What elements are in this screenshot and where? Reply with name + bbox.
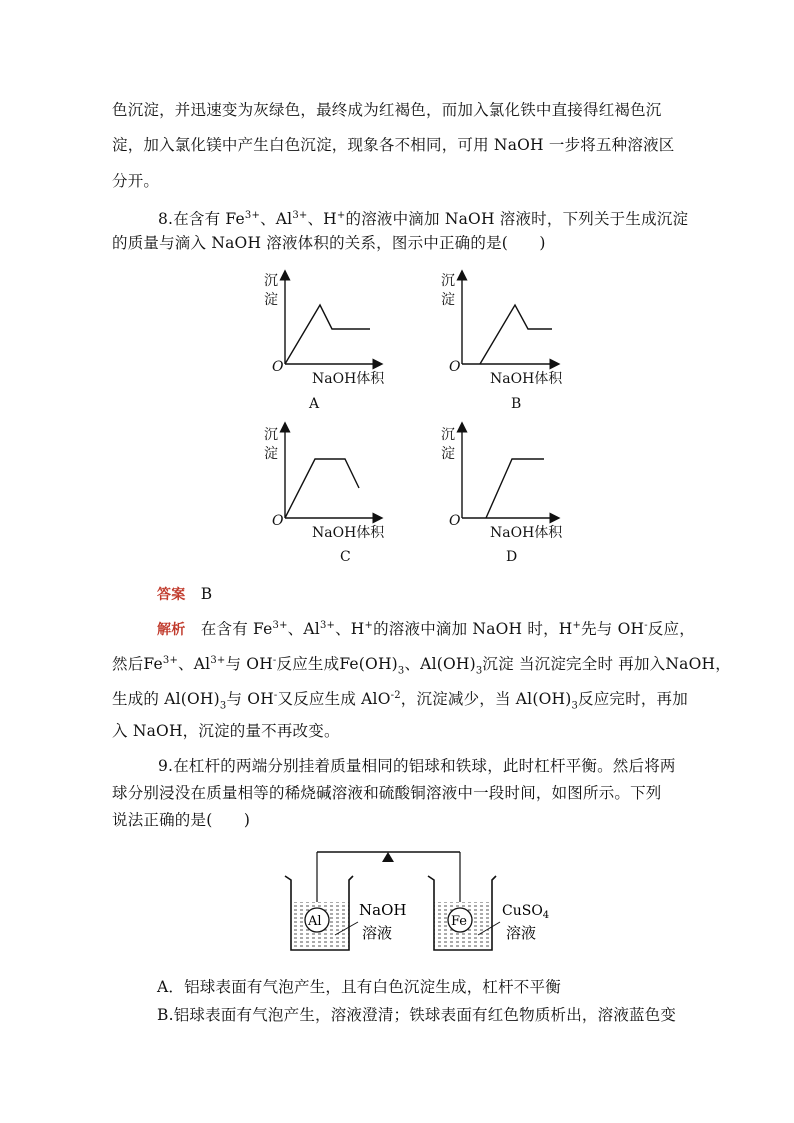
analysis-l3-e: 反应完时，再加	[578, 690, 688, 709]
answer-label: 答案	[157, 587, 186, 603]
graph-a-origin: O	[272, 359, 284, 375]
analysis-l2-b: 与 OH	[225, 655, 273, 674]
lever-beaker-figure	[270, 840, 570, 960]
q8-al-charge: 3+	[292, 210, 308, 221]
graph-a-ylabel-1: 沉	[264, 273, 278, 289]
lever	[317, 852, 460, 908]
graph-a-ylabel-2: 淀	[264, 292, 278, 308]
graph-d-ylabel-1: 沉	[441, 427, 455, 443]
graph-b-ylabel-1: 沉	[441, 273, 455, 289]
graph-c-ylabel-1: 沉	[264, 427, 278, 443]
graph-d	[441, 427, 563, 565]
left-beaker	[285, 876, 406, 950]
analysis-fe-charge: 3+	[272, 620, 288, 631]
analysis-l3-d: ，沉淀减少，当 Al(OH)	[400, 690, 572, 709]
analysis-sep2: 、H	[335, 620, 365, 639]
analysis-l2-sep: 、Al	[178, 655, 211, 674]
analysis-line-1	[157, 616, 695, 640]
paragraph-line-3: 分开。	[112, 172, 160, 190]
analysis-l2-oh-charge: -	[272, 655, 277, 666]
option-b: B.铝球表面有气泡产生，溶液澄清；铁球表面有红色物质析出，溶液蓝色变	[157, 1006, 677, 1024]
graph-d-origin: O	[449, 513, 461, 529]
analysis-l2-sub2: 3	[475, 665, 483, 677]
analysis-l2-fe-charge: 3+	[162, 655, 179, 666]
analysis-sep1: 、Al	[287, 620, 320, 639]
graph-c-ylabel-2: 淀	[264, 446, 278, 462]
analysis-text-c: 先与 OH	[581, 620, 645, 639]
iron-ball-label: Fe	[451, 914, 468, 929]
analysis-l3-c: 又反应生成 AlO	[277, 690, 391, 709]
q8-text-a: 8.在含有 Fe	[158, 210, 245, 229]
aluminum-ball-label: Al	[308, 914, 322, 929]
analysis-l2-al-charge: 3+	[210, 655, 226, 666]
analysis-al-charge: 3+	[319, 620, 336, 631]
graph-a	[264, 273, 385, 412]
analysis-text-d: 反应，	[647, 620, 695, 639]
question-9-line-2: 球分别浸没在质量相等的稀烧碱溶液和硫酸铜溶液中一段时间，如图所示。下列	[112, 784, 662, 802]
graph-c	[264, 427, 385, 565]
graph-b-xlabel: NaOH体积	[490, 371, 563, 387]
analysis-line-2	[112, 651, 731, 681]
graph-b-curve	[480, 305, 552, 364]
question-8-graphs	[250, 255, 595, 575]
paragraph-line-1: 色沉淀，并迅速变为灰绿色，最终成为红褐色，而加入氯化铁中直接得红褐色沉	[112, 101, 662, 119]
q8-h-charge: +	[336, 210, 346, 221]
analysis-text-b: 的溶液中滴加 NaOH 时，H	[373, 620, 573, 639]
left-solution-label-1: NaOH	[359, 901, 407, 919]
analysis-line-4: 入 NaOH，沉淀的量不再改变。	[112, 722, 340, 740]
question-9-line-1: 9.在杠杆的两端分别挂着质量相同的铝球和铁球，此时杠杆平衡。然后将两	[158, 757, 676, 775]
graph-b	[441, 273, 563, 412]
graph-d-xlabel: NaOH体积	[490, 525, 563, 541]
graph-c-xlabel: NaOH体积	[312, 525, 385, 541]
analysis-oh-charge: -	[644, 620, 648, 631]
answer-value: B	[200, 585, 213, 603]
analysis-l3-sub2: 3	[571, 700, 579, 712]
analysis-text-a: 在含有 Fe	[200, 620, 273, 639]
analysis-line-3	[112, 686, 688, 716]
graph-b-ylabel-2: 淀	[441, 292, 455, 308]
analysis-h-charge: +	[364, 620, 374, 631]
question-8-line-1	[158, 206, 688, 229]
graph-a-curve	[285, 305, 370, 364]
graph-d-ylabel-2: 淀	[441, 446, 455, 462]
paragraph-line-2: 淀，加入氯化镁中产生白色沉淀，现象各不相同，可用 NaOH 一步将五种溶液区	[112, 136, 675, 154]
analysis-h-charge-2: +	[572, 620, 582, 631]
analysis-l2-sub1: 3	[397, 665, 405, 677]
left-solution-label-2: 溶液	[362, 924, 393, 942]
analysis-l3-alo-charge: -2	[390, 690, 401, 701]
analysis-l3-oh-charge: -	[273, 690, 278, 701]
question-8-line-2: 的质量与滴入 NaOH 溶液体积的关系，图示中正确的是( )	[112, 234, 546, 252]
graph-c-curve	[285, 459, 359, 518]
q8-sep2: 、H	[307, 210, 337, 229]
analysis-label: 解析	[157, 622, 186, 639]
analysis-l3-a: 生成的 Al(OH)	[112, 690, 220, 709]
graph-c-option-label: C	[340, 549, 351, 565]
q8-fe-charge: 3+	[244, 210, 261, 221]
option-a: A．铝球表面有气泡产生，且有白色沉淀生成，杠杆不平衡	[157, 978, 561, 996]
right-solution-label-1: CuSO$_4$	[502, 903, 550, 921]
analysis-l3-b: 与 OH	[226, 690, 274, 709]
graph-a-xlabel: NaOH体积	[312, 371, 385, 387]
graph-a-option-label: A	[309, 396, 320, 412]
fulcrum-icon	[382, 852, 394, 862]
graph-b-origin: O	[449, 359, 461, 375]
graph-d-option-label: D	[506, 549, 518, 565]
analysis-l2-c: 反应生成Fe(OH)	[276, 655, 398, 674]
question-9-line-3: 说法正确的是( )	[112, 811, 251, 829]
graph-d-curve	[486, 459, 544, 518]
right-solution-label-2: 溶液	[506, 924, 537, 942]
graph-b-option-label: B	[511, 396, 522, 412]
analysis-l3-sub1: 3	[219, 700, 227, 712]
analysis-l2-a: 然后Fe	[112, 655, 163, 674]
analysis-l2-e: 沉淀 当沉淀完全时 再加入NaOH，	[482, 655, 731, 674]
q8-text-b: 的溶液中滴加 NaOH 溶液时，下列关于生成沉淀	[345, 210, 689, 229]
analysis-l2-d: 、Al(OH)	[404, 655, 476, 674]
graph-c-origin: O	[272, 513, 284, 529]
right-beaker	[428, 876, 549, 950]
answer-line	[157, 584, 212, 605]
q8-sep1: 、Al	[260, 210, 293, 229]
